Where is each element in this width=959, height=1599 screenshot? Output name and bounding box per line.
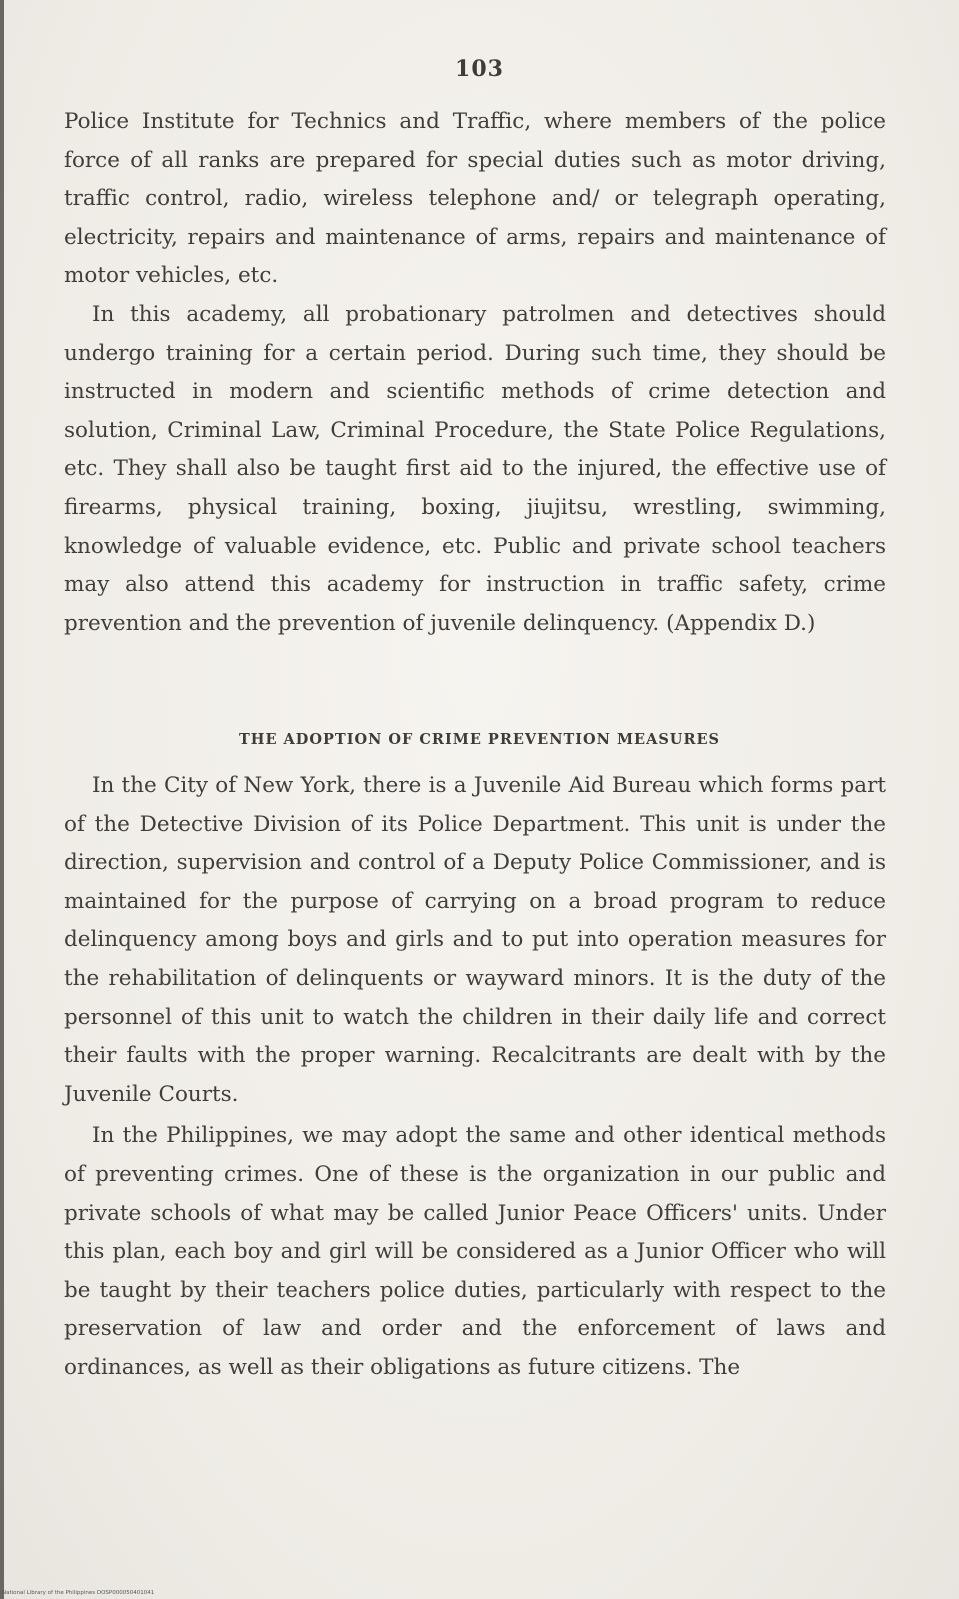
text-block-bottom — [64, 767, 886, 1388]
library-footer: National Library of the Philippines DOSP000050401041 — [2, 1590, 155, 1596]
paragraph-new-york: In the City of New York, there is a Juvenile Aid Bureau which forms part of the Detective Division of its Police Department. This unit is under the direction, supervision and control of a Deputy Police Commissioner, and is maintained for the purpose of carrying on a broad program to reduce delinquency among boys and girls and to put into operation measures for the rehabilitation of delinquents or wayward minors. It is the duty of the personnel of this unit to watch the children in their daily life and correct their faults with the proper warning. Recalcitrants are dealt with by the Juvenile Courts. — [64, 773, 886, 1107]
page-number: 103 — [455, 56, 504, 82]
page-edge — [0, 0, 4, 1599]
text-block-top — [64, 103, 886, 643]
section-heading: THE ADOPTION OF CRIME PREVENTION MEASURES — [238, 731, 721, 748]
paragraph-academy: In this academy, all probationary patrolmen and detectives should undergo training for a certain period. During such time, they should be instructed in modern and scientific methods of crime detection and solution, Criminal Law, Criminal Procedure, the State Police Regulations, etc. They shall also be taught first aid to the injured, the effective use of firearms, physical training, boxing, jiujitsu, wrestling, swimming, knowledge of valuable evidence, etc. Public and private school teachers may also attend this academy for instruction in traffic safety, crime prevention and the prevention of juvenile delinquency. (Appendix D.) — [64, 301, 886, 636]
paragraph-philippines: In the Philippines, we may adopt the same and other identical methods of preventing crimes. One of these is the organization in our public and private schools of what may be called Junior Peace Officers' units. Under this plan, each boy and girl will be considered as a Junior Officer who will be taught by their teachers police duties, particularly with respect to the preservation of law and order and the enforcement of laws and ordinances, as well as their obligations as future citizens. The — [64, 1123, 886, 1380]
paragraph-continuation: Police Institute for Technics and Traffic, where members of the police force of all ranks are prepared for special duties such as motor driving, traffic control, radio, wireless telephone and/ or telegraph operating, electricity, repairs and maintenance of arms, repairs and maintenance of motor vehicles, etc. — [64, 109, 886, 289]
